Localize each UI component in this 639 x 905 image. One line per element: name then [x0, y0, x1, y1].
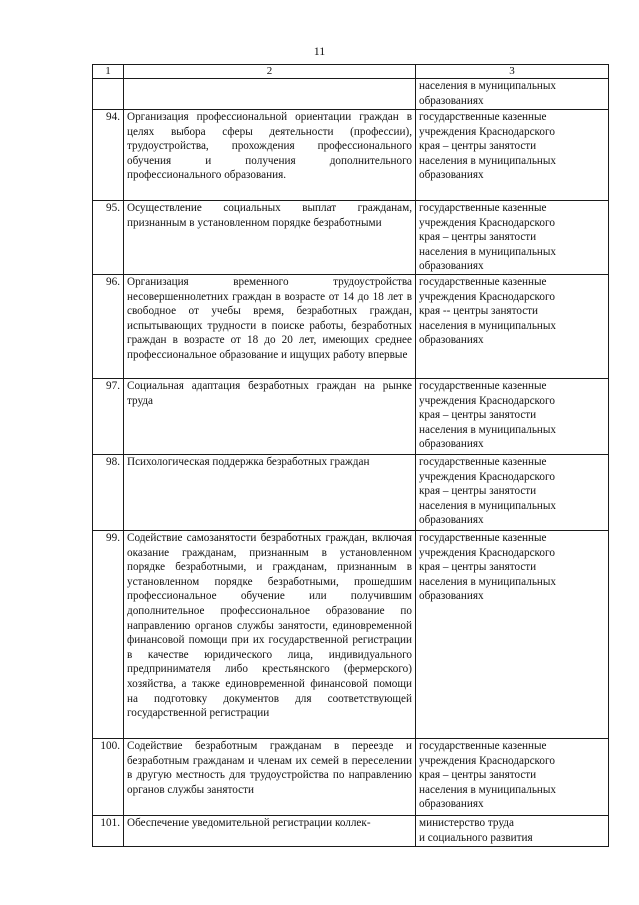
exec-line: образованиях: [419, 590, 484, 603]
exec-line: края – центры занятости: [419, 485, 537, 498]
table-row: [93, 739, 609, 816]
header-row: [93, 65, 609, 79]
row-number: 94.: [93, 110, 124, 201]
exec-line: государственные казенные: [419, 111, 547, 123]
exec-line: образованиях: [419, 260, 484, 273]
exec-line: населения в муниципальных: [419, 80, 557, 92]
exec-line: образованиях: [419, 94, 484, 107]
header-col-1: 1: [93, 65, 124, 79]
table-row: [93, 201, 609, 275]
table-row: [93, 110, 609, 201]
exec-line: образованиях: [419, 334, 484, 347]
exec-line: и социального развития: [419, 831, 533, 844]
row-description: Содействие безработным гражданам в переезде и безработным гражданам и членам их семей в переселении в другую местность для трудоустройства по направлению органов службы занятости: [124, 739, 416, 816]
row-executor: [416, 455, 609, 531]
row-number: 101.: [93, 816, 124, 847]
exec-line: образованиях: [419, 798, 484, 811]
exec-line: образованиях: [419, 169, 484, 182]
table-row: [93, 379, 609, 455]
exec-line: края -- центры занятости: [419, 305, 539, 318]
exec-line: образованиях: [419, 438, 484, 451]
row-description: Организация профессиональной ориентации граждан в целях выбора сферы деятельности (профессии), трудоустройства, прохождения профессионального обучения и получения дополнительного профессионального образования.: [124, 110, 416, 201]
continued-row: [93, 79, 609, 110]
table-row: [93, 455, 609, 531]
exec-line: учреждения Краснодарского: [419, 394, 555, 407]
exec-line: населения в муниципальных: [419, 319, 557, 332]
exec-line: населения в муниципальных: [419, 154, 557, 167]
exec-line: государственные казенные: [419, 276, 547, 288]
exec-line: государственные казенные: [419, 740, 547, 752]
row-number: 100.: [93, 739, 124, 816]
exec-line: государственные казенные: [419, 380, 547, 392]
row-executor: [416, 379, 609, 455]
row-number: 95.: [93, 201, 124, 275]
header-col-3: 3: [416, 65, 609, 79]
row-number: 97.: [93, 379, 124, 455]
exec-line: края – центры занятости: [419, 409, 537, 422]
exec-line: населения в муниципальных: [419, 575, 557, 588]
page-number: 11: [313, 44, 326, 58]
continued-exec-cell: [416, 79, 609, 110]
row-description: Осуществление социальных выплат гражданам, признанным в установленном порядке безработными: [124, 201, 416, 275]
continued-text-cell: [124, 79, 416, 110]
row-number: 99.: [93, 531, 124, 739]
exec-line: населения в муниципальных: [419, 783, 557, 796]
exec-line: населения в муниципальных: [419, 245, 557, 258]
table-row: [93, 816, 609, 847]
continued-num-cell: [93, 79, 124, 110]
exec-line: министерство труда: [419, 817, 514, 829]
exec-line: населения в муниципальных: [419, 423, 557, 436]
exec-line: края – центры занятости: [419, 769, 537, 782]
row-number: 96.: [93, 275, 124, 379]
row-description: Содействие самозанятости безработных граждан, включая оказание гражданам, признанным в установленном порядке безработными, и гражданам, признанным в установленном порядке безработными, прошедшим профессиональное обучение или получившим дополнительное профессиональное образование по направлению органов службы занятости, единовременной финансовой помощи при их государственной регистрации в качестве юридического лица, индивидуального предпринимателя либо крестьянского (фермерского) хозяйства, а также единовременной финансовой помощи на подготовку документов для соответствующей государственной регистрации: [124, 531, 416, 739]
exec-line: учреждения Краснодарского: [419, 546, 555, 559]
row-executor: [416, 531, 609, 739]
exec-line: края – центры занятости: [419, 231, 537, 244]
exec-line: образованиях: [419, 514, 484, 527]
table-row: [93, 531, 609, 739]
exec-line: края – центры занятости: [419, 140, 537, 153]
exec-line: учреждения Краснодарского: [419, 754, 555, 767]
row-description: Социальная адаптация безработных граждан на рынке труда: [124, 379, 416, 455]
exec-line: государственные казенные: [419, 456, 547, 468]
exec-line: учреждения Краснодарского: [419, 290, 555, 303]
services-table: [92, 64, 609, 847]
row-executor: [416, 110, 609, 201]
row-description: Психологическая поддержка безработных граждан: [124, 455, 416, 531]
row-executor: [416, 275, 609, 379]
exec-line: края – центры занятости: [419, 561, 537, 574]
exec-line: учреждения Краснодарского: [419, 470, 555, 483]
exec-line: государственные казенные: [419, 532, 547, 544]
exec-line: учреждения Краснодарского: [419, 125, 555, 138]
exec-line: учреждения Краснодарского: [419, 216, 555, 229]
row-description: Организация временного трудоустройства несовершеннолетних граждан в возрасте от 14 до 18 лет в свободное от учебы время, безработных граждан, испытывающих трудности в поиске работы, безработных граждан в возрасте от 18 до 20 лет, имеющих среднее профессиональное образование и ищущих работу впервые: [124, 275, 416, 379]
exec-line: государственные казенные: [419, 202, 547, 214]
header-col-2: 2: [124, 65, 416, 79]
exec-line: населения в муниципальных: [419, 499, 557, 512]
row-executor: [416, 816, 609, 847]
row-executor: [416, 739, 609, 816]
row-executor: [416, 201, 609, 275]
row-description: Обеспечение уведомительной регистрации коллек-: [124, 816, 416, 847]
table-row: [93, 275, 609, 379]
row-number: 98.: [93, 455, 124, 531]
